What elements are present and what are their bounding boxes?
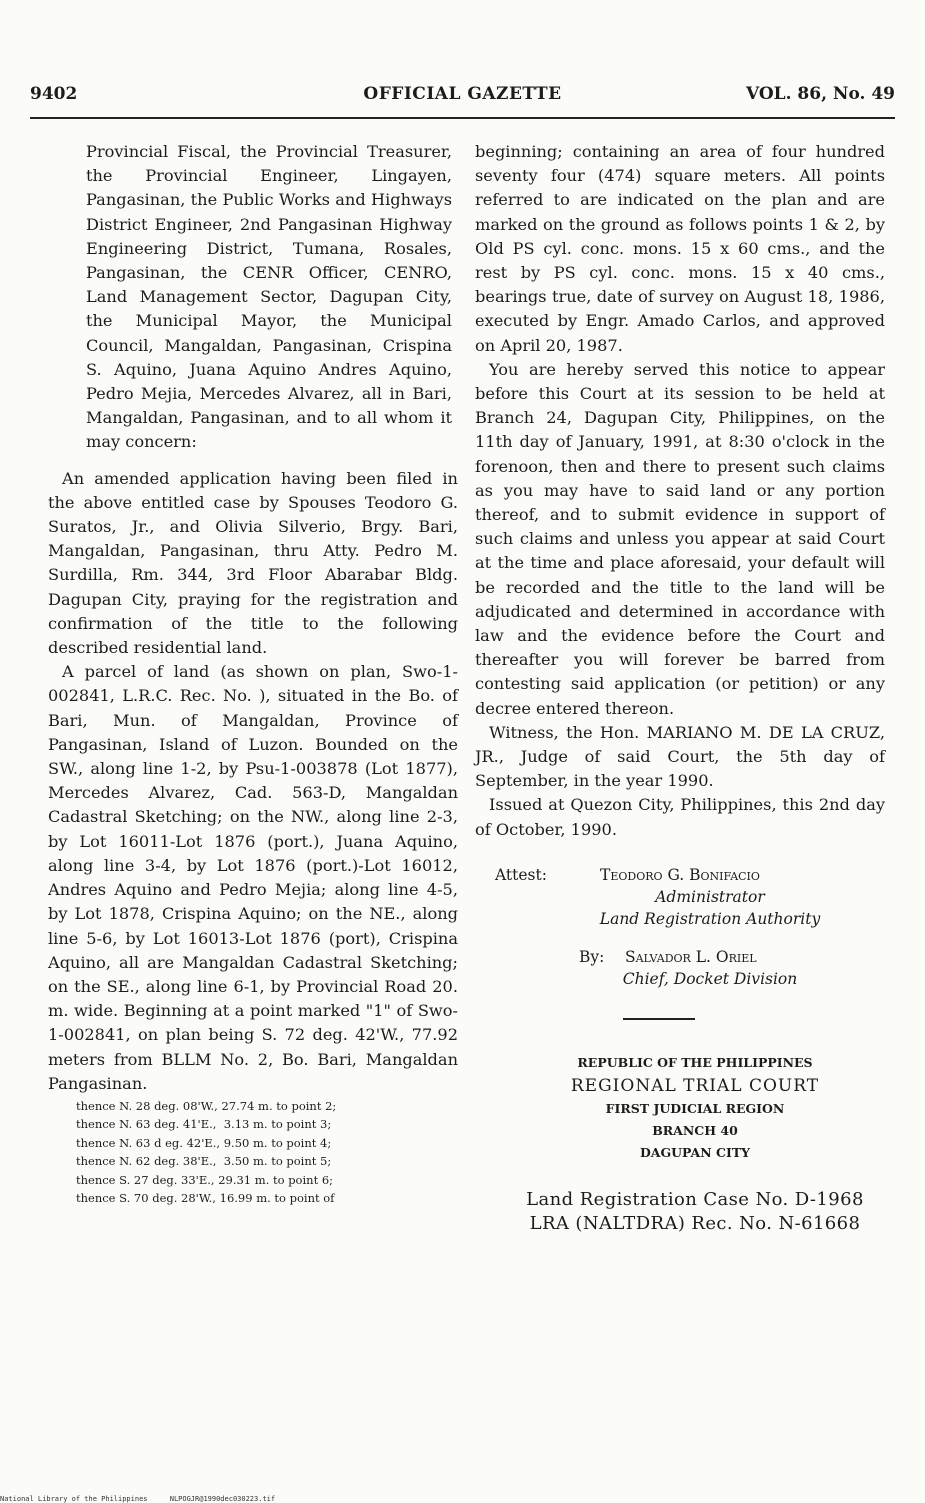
addressees-paragraph: Provincial Fiscal, the Provincial Treasurer, the Provincial Engineer, Lingayen, Pangasinan, the Public Works and Highways District Engineer, 2nd Pangasinan Highway Engineering District, Tumana, Rosales, Pangasinan, the CENR Officer, CENRO, Land Management Sector, Dagupan City, the Municipal Mayor, the Municipal Council, Mangaldan, Pangasinan, Crispina S. Aquino, Juana Aquino Andres Aquino, Pedro Mejia, Mercedes Alvarez, all in Bari, Mangaldan, Pangasinan, and to all whom it may concern:	[86, 142, 452, 452]
court-republic: REPUBLIC OF THE PHILIPPINES	[577, 1054, 813, 1070]
thence-line: thence N. 62 deg. 38'E., 3.50 m. to point 5;	[76, 1154, 332, 1169]
page-header	[30, 84, 895, 110]
by-title: Chief, Docket Division	[622, 969, 798, 988]
attest-label: Attest:	[495, 865, 547, 884]
thence-line: thence S. 70 deg. 28'W., 16.99 m. to point of	[76, 1191, 335, 1206]
case-number: Land Registration Case No. D-1968	[526, 1188, 864, 1210]
header-rule	[30, 117, 895, 119]
by-name: Salvador L. Oriel	[625, 947, 757, 966]
court-name: REGIONAL TRIAL COURT	[570, 1075, 820, 1096]
section-divider	[623, 1018, 695, 1020]
thence-line: thence S. 27 deg. 33'E., 29.31 m. to point 6;	[76, 1172, 334, 1187]
footer-file: NLPOGJR@1990dec030223.tif	[169, 1495, 276, 1503]
publication-title: OFFICIAL GAZETTE	[363, 84, 562, 104]
court-region: FIRST JUDICIAL REGION	[605, 1100, 785, 1116]
scan-footer	[0, 1495, 293, 1503]
case-heading	[475, 1188, 885, 1236]
court-branch: BRANCH 40	[652, 1122, 738, 1138]
notice-paragraph: You are hereby served this notice to appear before this Court at its session to be held at Branch 24, Dagupan City, Philippines, on the 11th day of January, 1991, at 8:30 o'clock in the forenoon, then and there to present such claims as you may have to said land or any portion thereof, and to submit evidence in support of such claims and unless you appear at said Court at the time and place aforesaid, your default will be recorded and the title to the land will be adjudicated and determined in accordance with law and the evidence before the Court and thereafter you will forever be barred from contesting said application (or petition) or any decree entered thereon.	[475, 359, 885, 718]
attest-name: Teodoro G. Bonifacio	[600, 865, 760, 884]
court-city: DAGUPAN CITY	[639, 1144, 751, 1160]
witness-paragraph: Witness, the Hon. MARIANO M. DE LA CRUZ, JR., Judge of said Court, the 5th day of September, in the year 1990.	[475, 722, 885, 791]
parcel-paragraph: A parcel of land (as shown on plan, Swo-1-002841, L.R.C. Rec. No. ), situated in the Bo. of Bari, Mun. of Mangaldan, Province of Pangasinan, Island of Luzon. Bounded on the SW., along line 1-2, by Psu-1-003878 (Lot 1877), Mercedes Alvarez, Cad. 563-D, Mangaldan Cadastral Sketching; on the NW., along line 2-3, by Lot 16011-Lot 1876 (port.), Juana Aquino, along line 3-4, by Lot 1876 (port.)-Lot 16012, Andres Aquino and Pedro Mejia; along line 4-5, by Lot 1878, Crispina Aquino; on the NE., along line 5-6, by Lot 16013-Lot 1876 (port), Crispina Aquino, all are Mangaldan Cadastral Sketching; on the SE., along line 6-1, by Provincial Road 20. m. wide. Beginning at a point marked "1" of Swo-1-002841, on plan being S. 72 deg. 42'W., 77.92 meters from BLLM No. 2, Bo. Bari, Mangaldan Pangasinan.	[48, 662, 458, 1093]
attest-office: Land Registration Authority	[599, 909, 821, 928]
by-label: By:	[579, 947, 605, 966]
issued-paragraph: Issued at Quezon City, Philippines, this 2nd day of October, 1990.	[475, 795, 885, 839]
beginning-paragraph: beginning; containing an area of four hundred seventy four (474) square meters. All points referred to are indicated on the plan and are marked on the ground as follows points 1 & 2, by Old PS cyl. conc. mons. 15 x 60 cms., and the rest by PS cyl. conc. mons. 15 x 40 cms., bearings true, date of survey on August 18, 1986, executed by Engr. Amado Carlos, and approved on April 20, 1987.	[475, 142, 885, 355]
attestation-block	[475, 864, 885, 990]
attest-title: Administrator	[655, 887, 765, 906]
lra-number: LRA (NALTDRA) Rec. No. N-61668	[529, 1212, 861, 1234]
thence-list	[48, 1098, 458, 1207]
left-column	[48, 140, 458, 1207]
court-heading	[475, 1052, 885, 1164]
volume-number: VOL. 86, No. 49	[745, 84, 895, 104]
right-column	[475, 140, 885, 1236]
application-paragraph: An amended application having been filed in the above entitled case by Spouses Teodoro G. Suratos, Jr., and Olivia Silverio, Brgy. Bari, Mangaldan, Pangasinan, thru Atty. Pedro M. Surdilla, Rm. 344, 3rd Floor Abarabar Bldg. Dagupan City, praying for the registration and confirmation of the title to the following described residential land.	[48, 468, 458, 658]
thence-line: thence N. 63 d eg. 42'E., 9.50 m. to point 4;	[76, 1135, 332, 1150]
thence-line: thence N. 28 deg. 08'W., 27.74 m. to point 2;	[76, 1098, 337, 1113]
page-number: 9402	[30, 84, 78, 104]
thence-line: thence N. 63 deg. 41'E., 3.13 m. to point 3;	[76, 1117, 332, 1132]
footer-library: National Library of the Philippines	[0, 1495, 148, 1503]
